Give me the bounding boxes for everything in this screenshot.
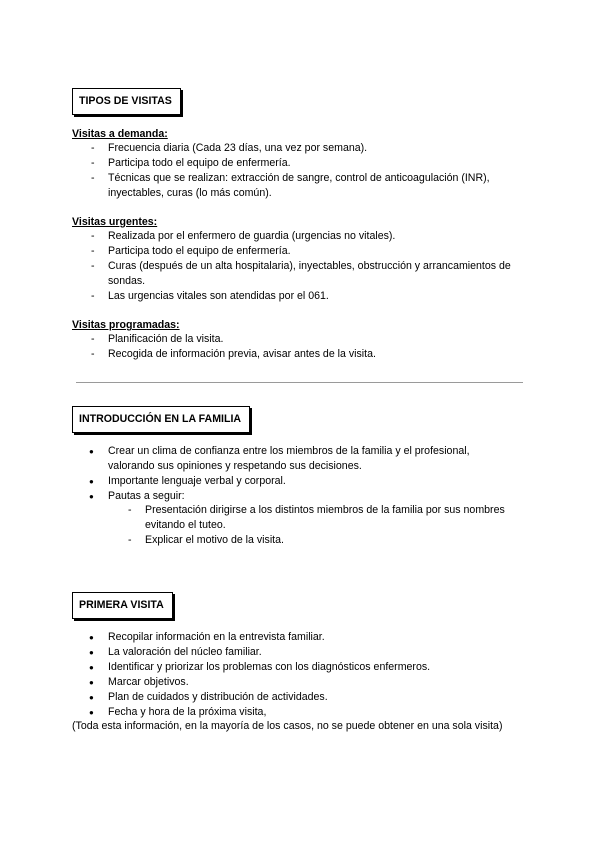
list-item: - Recogida de información previa, avisar antes de la visita. xyxy=(91,347,531,362)
section-title-tipos: TIPOS DE VISITAS xyxy=(72,88,181,115)
list-introduccion xyxy=(91,444,511,504)
list-visitas-demanda xyxy=(91,141,531,201)
heading-visitas-demanda: Visitas a demanda: xyxy=(72,128,168,140)
list-item: ● Recopilar información en la entrevista familiar. xyxy=(91,630,511,645)
list-item: - Frecuencia diaria (Cada 23 días, una vez por semana). xyxy=(91,141,531,156)
heading-visitas-urgentes: Visitas urgentes: xyxy=(72,216,158,228)
horizontal-divider xyxy=(76,382,523,383)
list-visitas-urgentes xyxy=(91,229,531,304)
list-item: - Curas (después de un alta hospitalaria), inyectables, obstrucción y arrancamientos de sondas. xyxy=(91,259,531,289)
list-item: - Explicar el motivo de la visita. xyxy=(128,533,528,548)
list-item: - Presentación dirigirse a los distintos miembros de la familia por sus nombres evitando el tuteo. xyxy=(128,503,528,533)
list-item: - Realizada por el enfermero de guardia (urgencias no vitales). xyxy=(91,229,531,244)
list-item: - Participa todo el equipo de enfermería. xyxy=(91,156,531,171)
list-item: ● La valoración del núcleo familiar. xyxy=(91,645,511,660)
list-primera-visita xyxy=(91,630,511,720)
list-item: ● Fecha y hora de la próxima visita, xyxy=(91,705,511,720)
list-item: ● Marcar objetivos. xyxy=(91,675,511,690)
list-item: ● Plan de cuidados y distribución de actividades. xyxy=(91,690,511,705)
section-title-primera-visita: PRIMERA VISITA xyxy=(72,592,173,619)
list-item: - Técnicas que se realizan: extracción de sangre, control de anticoagulación (INR), inyectables, curas (lo más común). xyxy=(91,171,531,201)
list-pautas xyxy=(128,503,528,548)
closing-note: (Toda esta información, en la mayoría de los casos, no se puede obtener en una sola visita) xyxy=(72,720,503,732)
list-item: - Planificación de la visita. xyxy=(91,332,531,347)
list-item: ● Crear un clima de confianza entre los miembros de la familia y el profesional, valorando sus opiniones y respetando sus decisiones. xyxy=(91,444,511,474)
list-item: ● Pautas a seguir: xyxy=(91,489,511,504)
list-item: ● Importante lenguaje verbal y corporal. xyxy=(91,474,511,489)
section-title-introduccion: INTRODUCCIÓN EN LA FAMILIA xyxy=(72,406,250,433)
heading-visitas-programadas: Visitas programadas: xyxy=(72,319,180,331)
list-item: - Participa todo el equipo de enfermería. xyxy=(91,244,531,259)
list-item: ● Identificar y priorizar los problemas con los diagnósticos enfermeros. xyxy=(91,660,511,675)
list-item: - Las urgencias vitales son atendidas por el 061. xyxy=(91,289,531,304)
list-visitas-programadas xyxy=(91,332,531,362)
